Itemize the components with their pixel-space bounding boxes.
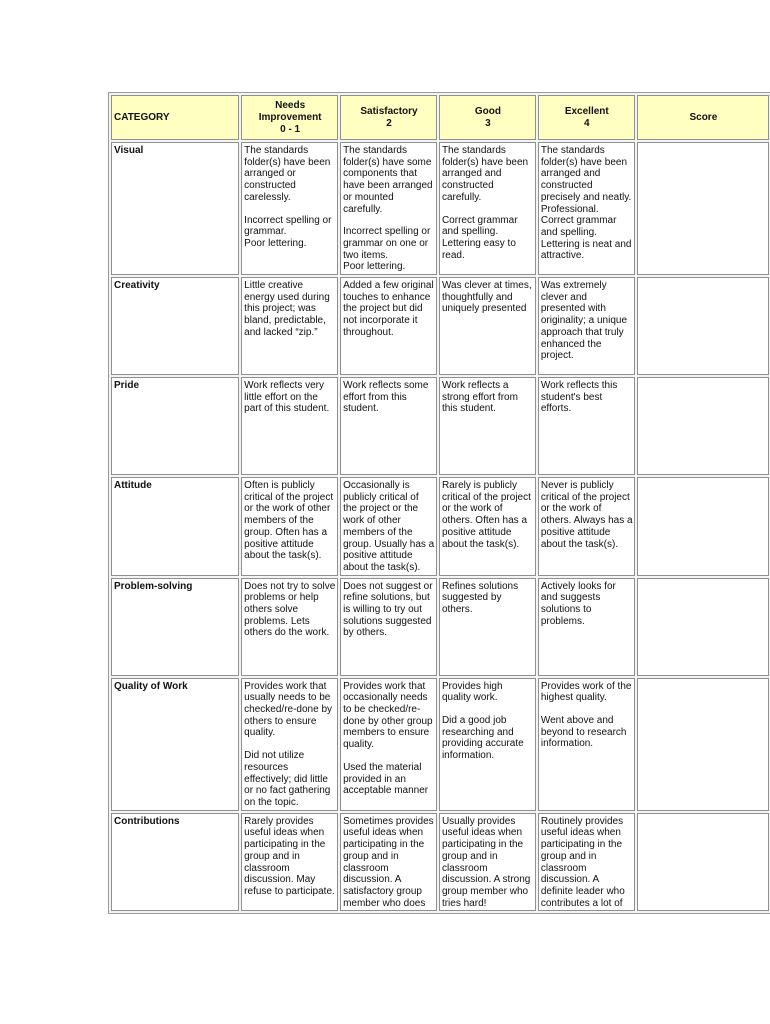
criteria-cell-satisfactory xyxy=(340,377,437,475)
criteria-cell-satisfactory xyxy=(340,813,437,912)
category-label: Creativity xyxy=(111,277,239,375)
criteria-cell-needs-improvement xyxy=(241,813,338,912)
paragraph-gap xyxy=(343,751,435,762)
score-cell[interactable] xyxy=(637,277,769,375)
score-cell[interactable] xyxy=(637,142,769,275)
criteria-cell-needs-improvement xyxy=(241,377,338,475)
paragraph-gap xyxy=(244,204,336,215)
criteria-text: Does not try to solve problems or help others solve problems. Lets others do the work. xyxy=(244,580,336,639)
criteria-text: Work reflects some effort from this student. xyxy=(343,380,429,415)
criteria-cell-excellent xyxy=(538,477,635,576)
rubric-table xyxy=(108,92,770,914)
criteria-text: Little creative energy used during this project; was bland, predictable, and lacked “zip.” xyxy=(244,280,330,338)
category-label: Quality of Work xyxy=(111,678,239,811)
criteria-cell-excellent xyxy=(538,578,635,676)
rubric-row-attitude xyxy=(111,477,769,576)
criteria-cell-good xyxy=(439,142,536,275)
rubric-row-visual xyxy=(111,142,769,275)
category-label: Pride xyxy=(111,377,239,475)
level-header-excellent: Excellent 4 xyxy=(538,95,635,140)
criteria-text: Used the material provided in an acceptable manner xyxy=(343,761,429,797)
criteria-text: Refines solutions suggested by others. xyxy=(441,580,519,616)
score-cell[interactable] xyxy=(637,477,769,576)
criteria-text: Does not suggest or refine solutions, but is willing to try out solutions suggested by others. xyxy=(343,580,433,639)
criteria-text: Work reflects very little effort on the part of this student. xyxy=(244,380,330,415)
criteria-text: Provides high quality work. xyxy=(441,680,503,704)
rubric-row-problem-solving xyxy=(111,578,769,676)
criteria-cell-needs-improvement xyxy=(241,477,338,576)
criteria-cell-excellent xyxy=(538,377,635,475)
criteria-cell-needs-improvement xyxy=(241,678,338,811)
level-header-good: Good 3 xyxy=(439,95,536,140)
criteria-text: Provides work of the highest quality. xyxy=(540,680,632,704)
level-header-needs-improvement: Needs Improvement 0 - 1 xyxy=(241,95,338,140)
criteria-text: Never is publicly critical of the project or the work of others. Always has a positive attitude about the task(s). xyxy=(540,480,633,550)
criteria-text: The standards folder(s) have been arranged or constructed carelessly. xyxy=(244,145,331,203)
criteria-cell-satisfactory xyxy=(340,277,437,375)
criteria-text: The standards folder(s) have been arranged and constructed carefully. xyxy=(441,145,529,203)
criteria-cell-good xyxy=(439,678,536,811)
category-label: Contributions xyxy=(111,813,239,912)
criteria-text: Correct grammar and spelling. Lettering easy to read. xyxy=(441,214,518,261)
criteria-cell-good xyxy=(439,377,536,475)
score-cell[interactable] xyxy=(637,678,769,811)
rubric-row-contributions xyxy=(111,813,769,912)
criteria-cell-needs-improvement xyxy=(241,277,338,375)
criteria-text: Routinely provides useful ideas when participating in the group and in classroom discussion. A definite leader who contributes a lot of xyxy=(540,815,625,909)
criteria-cell-excellent xyxy=(538,277,635,375)
category-header: CATEGORY xyxy=(111,95,239,140)
category-label: Problem-solving xyxy=(111,578,239,676)
criteria-text: Provides work that usually needs to be checked/re-done by others to ensure quality. xyxy=(244,680,333,739)
paragraph-gap xyxy=(442,704,534,715)
score-cell[interactable] xyxy=(637,377,769,475)
rubric-row-creativity xyxy=(111,277,769,375)
criteria-cell-satisfactory xyxy=(340,477,437,576)
criteria-cell-satisfactory xyxy=(340,578,437,676)
criteria-text: Incorrect spelling or grammar on one or two items. Poor lettering. xyxy=(343,226,431,273)
criteria-text: Added a few original touches to enhance the project but did not incorporate it throughout. xyxy=(343,280,434,338)
rubric-row-pride xyxy=(111,377,769,475)
criteria-text: Actively looks for and suggests solutions to problems. xyxy=(540,580,616,627)
criteria-text: Provides work that occasionally needs to be checked/re-done by other group members to ensure quality. xyxy=(343,680,433,751)
criteria-text: Went above and beyond to research information. xyxy=(540,715,627,750)
score-header: Score xyxy=(637,95,769,140)
criteria-cell-excellent xyxy=(538,813,635,912)
score-cell[interactable] xyxy=(637,813,769,912)
criteria-text: The standards folder(s) have some components that have been arranged or mounted carefully. xyxy=(343,145,433,215)
criteria-text: Was clever at times, thoughtfully and uniquely presented xyxy=(441,280,532,315)
paragraph-gap xyxy=(442,204,534,215)
criteria-text: Usually provides useful ideas when participating in the group and in classroom discussion. A strong group member who tries hard! xyxy=(441,815,531,909)
criteria-text: The standards folder(s) have been arranged and constructed precisely and neatly. Professional. Correct grammar and spelling. Lettering is neat and attractive. xyxy=(540,145,632,262)
criteria-cell-good xyxy=(439,813,536,912)
criteria-cell-good xyxy=(439,578,536,676)
criteria-text: Work reflects a strong effort from this student. xyxy=(441,380,518,415)
criteria-cell-needs-improvement xyxy=(241,578,338,676)
category-label: Visual xyxy=(111,142,239,275)
criteria-cell-excellent xyxy=(538,142,635,275)
criteria-text: Occasionally is publicly critical of the project or the work of other members of the group. Usually has a positive attitude about the task(s). xyxy=(343,480,435,573)
criteria-text: Rarely is publicly critical of the project or the work of others. Often has a positive attitude about the task(s). xyxy=(441,480,531,550)
score-cell[interactable] xyxy=(637,578,769,676)
criteria-cell-needs-improvement xyxy=(241,142,338,275)
criteria-cell-satisfactory xyxy=(340,142,437,275)
criteria-text: Did a good job researching and providing accurate information. xyxy=(441,715,524,762)
criteria-text: Sometimes provides useful ideas when participating in the group and in classroom discussion. A satisfactory group member who does xyxy=(343,815,434,909)
category-label: Attitude xyxy=(111,477,239,576)
criteria-text: Incorrect spelling or grammar. Poor lettering. xyxy=(244,214,332,249)
paragraph-gap xyxy=(343,215,435,226)
criteria-text: Often is publicly critical of the project or the work of other members of the group. Often has a positive attitude about the task(s). xyxy=(244,480,334,562)
header-row xyxy=(111,95,769,140)
criteria-text: Rarely provides useful ideas when participating in the group and in classroom discussion. May refuse to participate. xyxy=(244,815,335,897)
rubric-row-quality-of-work xyxy=(111,678,769,811)
criteria-text: Did not utilize resources effectively; did little or no fact gathering on the topic. xyxy=(244,750,331,808)
paragraph-gap xyxy=(541,704,633,715)
criteria-cell-good xyxy=(439,477,536,576)
level-header-satisfactory: Satisfactory 2 xyxy=(340,95,437,140)
criteria-cell-satisfactory xyxy=(340,678,437,811)
criteria-cell-excellent xyxy=(538,678,635,811)
criteria-text: Was extremely clever and presented with originality; a unique approach that truly enhanced the project. xyxy=(540,280,628,362)
criteria-cell-good xyxy=(439,277,536,375)
paragraph-gap xyxy=(244,739,336,750)
criteria-text: Work reflects this student's best efforts. xyxy=(540,380,618,415)
